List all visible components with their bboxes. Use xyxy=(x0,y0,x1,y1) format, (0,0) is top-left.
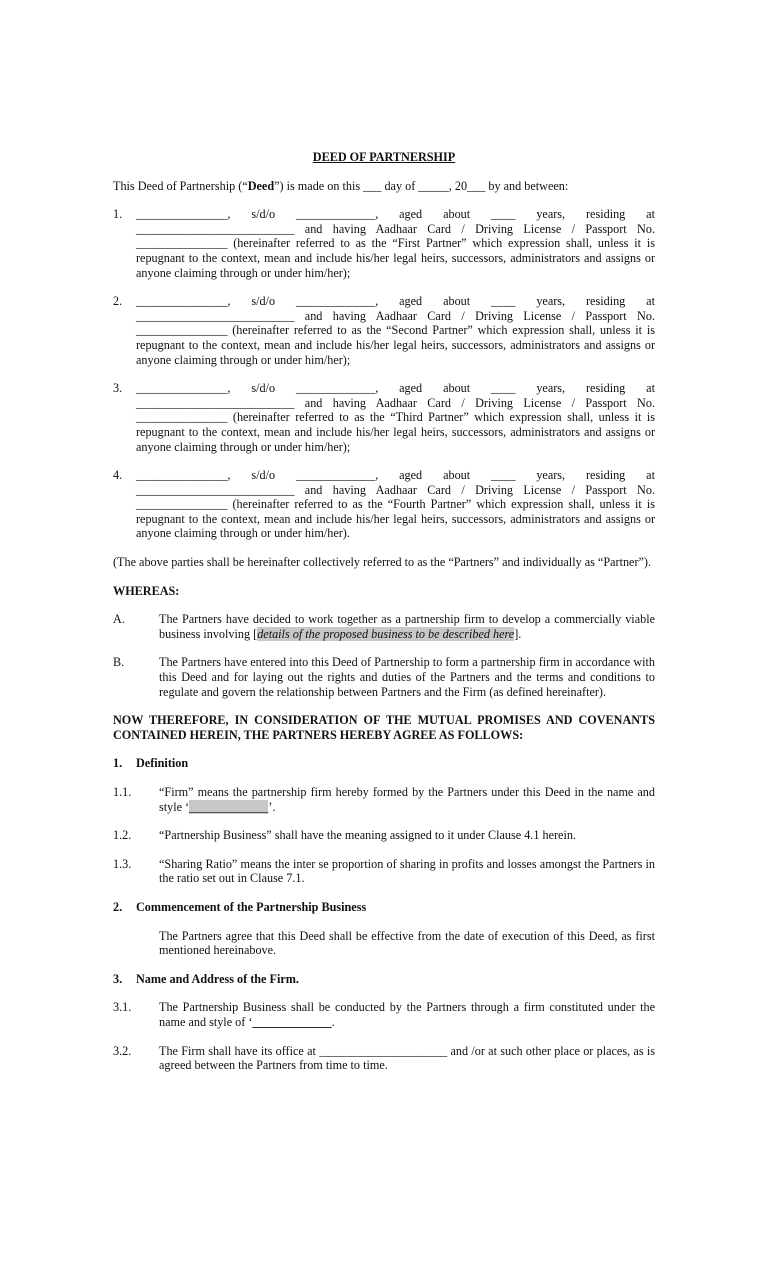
party-line-1: _______________, s/d/o _____________, aged about ____ years, residing at xyxy=(136,294,655,309)
party-line-2: __________________________ and having Aadhaar Card / Driving License / Passport No. xyxy=(136,482,655,497)
party-line-2: __________________________ and having Aadhaar Card / Driving License / Passport No. xyxy=(136,395,655,410)
document-page xyxy=(113,150,655,1087)
party-description: _______________ (hereinafter referred to as the “Second Partner” which expression shall, unless it is repugnant to the context, mean and include his/her legal heirs, successors, administrators and assigns or anyone claiming through or under him/her); xyxy=(136,323,655,367)
recital-b: B. The Partners have entered into this Deed of Partnership to form a partnership firm in accordance with this Deed and for laying out the rights and duties of the Partners and the terms and conditions to regulate and govern the relationship between Partners and the Firm (as defined hereinafter). xyxy=(113,655,655,699)
clause-3-2: 3.2. The Firm shall have its office at _____________________ and /or at such other place or places, as is agreed between the Partners from time to time. xyxy=(113,1043,655,1073)
party-3: 3. _______________, s/d/o _____________, aged about ____ years, residing at __________________________ and having Aadhaar Card / Driving License / Passport No. _______________ (hereinafter referred to as the “Third Partner” which expression shall, unless it is repugnant to the context, mean and include his/her legal heirs, successors, administrators and assigns or anyone claiming through or under him/her); xyxy=(113,381,655,454)
parties-list xyxy=(113,207,655,541)
clause-1-2: 1.2. “Partnership Business” shall have the meaning assigned to it under Clause 4.1 herein. xyxy=(113,828,576,843)
clause-3-1: 3.1. The Partnership Business shall be conducted by the Partners through a firm constituted under the name and style of ‘_____________. xyxy=(113,1000,655,1029)
business-placeholder: details of the proposed business to be described here xyxy=(257,626,515,641)
party-description: _______________ (hereinafter referred to as the “Third Partner” which expression shall, unless it is repugnant to the context, mean and include his/her legal heirs, successors, administrators and assigns or anyone claiming through or under him/her); xyxy=(136,410,655,454)
whereas-heading: WHEREAS: xyxy=(113,583,180,598)
section-2-heading: 2. Commencement of the Partnership Business xyxy=(113,899,367,914)
clause-1-3: 1.3. “Sharing Ratio” means the inter se proportion of sharing in profits and losses amongst the Partners in the ratio set out in Clause 7.1. xyxy=(113,856,655,886)
party-description: _______________ (hereinafter referred to as the “First Partner” which expression shall, unless it is repugnant to the context, mean and include his/her legal heirs, successors, administrators and assigns or anyone claiming through or under him/her); xyxy=(136,236,655,280)
party-description: _______________ (hereinafter referred to as the “Fourth Partner” which expression shall, unless it is repugnant to the context, mean and include his/her legal heirs, successors, administrators and assigns or anyone claiming through or under him/her). xyxy=(136,497,655,541)
deed-title: DEED OF PARTNERSHIP xyxy=(312,150,456,164)
party-line-2: __________________________ and having Aadhaar Card / Driving License / Passport No. xyxy=(136,308,655,323)
party-line-1: _______________, s/d/o _____________, aged about ____ years, residing at xyxy=(136,381,655,396)
intro-paragraph: This Deed of Partnership (“Deed”) is made on this ___ day of _____, 20___ by and between: xyxy=(113,178,569,193)
recital-a: A. The Partners have decided to work together as a partnership firm to develop a commercially viable business involving [details of the proposed business to be described here]. xyxy=(113,612,655,641)
party-1: 1. _______________, s/d/o _____________, aged about ____ years, residing at __________________________ and having Aadhaar Card / Driving License / Passport No. _______________ (hereinafter referred to as the “First Partner” which expression shall, unless it is repugnant to the context, mean and include his/her legal heirs, successors, administrators and assigns or anyone claiming through or under him/her); xyxy=(113,207,655,280)
clause-1-1: 1.1. “Firm” means the partnership firm hereby formed by the Partners under this Deed in the name and style ‘_____________’. xyxy=(113,785,655,814)
section-2-text: The Partners agree that this Deed shall be effective from the date of execution of this Deed, as first mentioned hereinabove. xyxy=(159,928,655,958)
party-line-1: _______________, s/d/o _____________, aged about ____ years, residing at xyxy=(136,468,655,483)
party-2: 2. _______________, s/d/o _____________, aged about ____ years, residing at __________________________ and having Aadhaar Card / Driving License / Passport No. _______________ (hereinafter referred to as the “Second Partner” which expression shall, unless it is repugnant to the context, mean and include his/her legal heirs, successors, administrators and assigns or anyone claiming through or under him/her); xyxy=(113,294,655,367)
collective-reference: (The above parties shall be hereinafter collectively referred to as the “Partners” and individually as “Partner”). xyxy=(113,555,652,570)
section-1-heading: 1. Definition xyxy=(113,756,189,771)
party-line-2: __________________________ and having Aadhaar Card / Driving License / Passport No. xyxy=(136,221,655,236)
party-4: 4. _______________, s/d/o _____________, aged about ____ years, residing at __________________________ and having Aadhaar Card / Driving License / Passport No. _______________ (hereinafter referred to as the “Fourth Partner” which expression shall, unless it is repugnant to the context, mean and include his/her legal heirs, successors, administrators and assigns or anyone claiming through or under him/her). xyxy=(113,468,655,541)
party-line-1: _______________, s/d/o _____________, aged about ____ years, residing at xyxy=(136,207,655,222)
section-3-heading: 3. Name and Address of the Firm. xyxy=(113,971,299,986)
firm-name-placeholder: _____________ xyxy=(189,799,269,814)
now-therefore-heading: NOW THEREFORE, IN CONSIDERATION OF THE MUTUAL PROMISES AND COVENANTS CONTAINED HEREIN, THE PARTNERS HEREBY AGREE AS FOLLOWS: xyxy=(113,713,655,742)
